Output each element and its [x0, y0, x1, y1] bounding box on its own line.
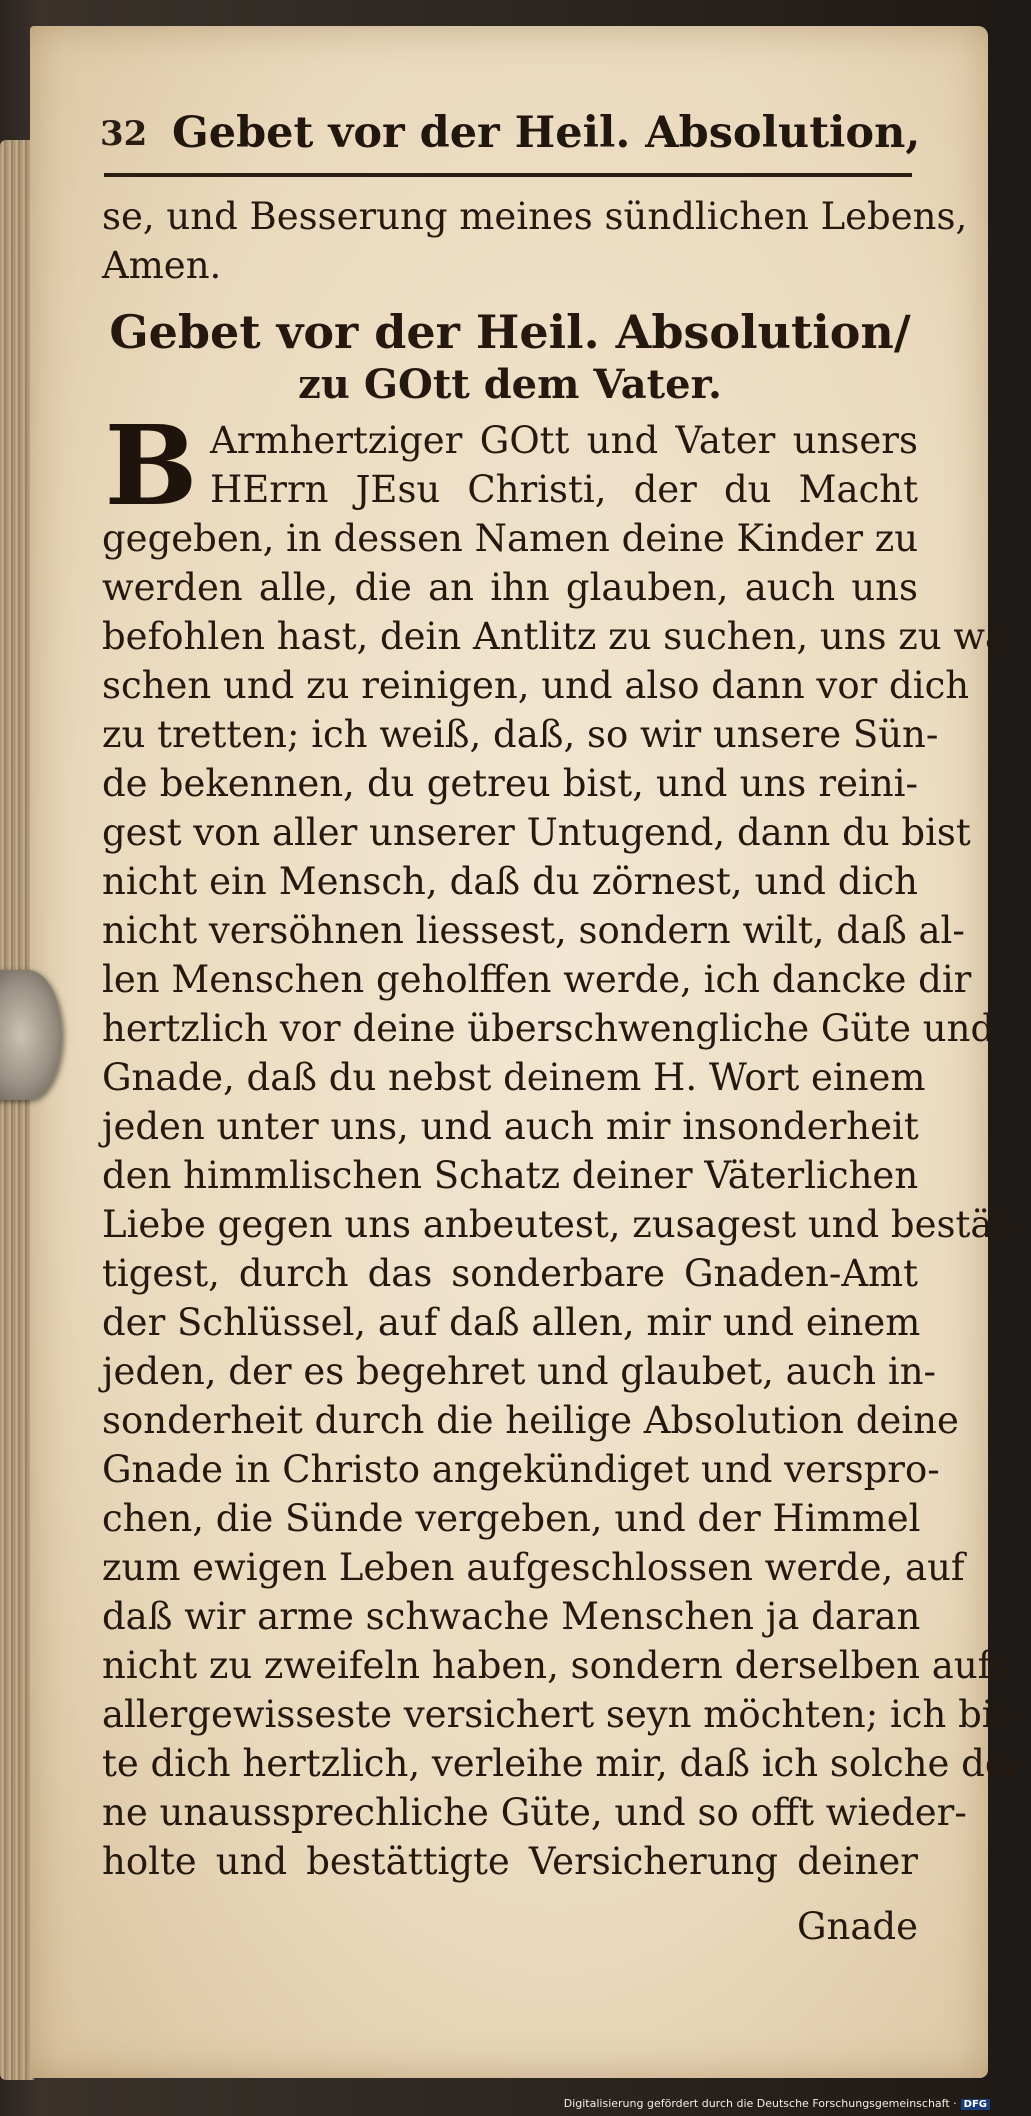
text-line: nicht ein Mensch, daß du zörnest, und dich — [102, 860, 918, 903]
text-line: holte und bestättigte Versicherung deiner — [102, 1840, 918, 1883]
text-line: zum ewigen Leben aufgeschlossen werde, auf — [102, 1546, 965, 1589]
page-stack-edge — [0, 140, 34, 2080]
opening-paragraph — [102, 401, 918, 530]
text-line: der Schlüssel, auf daß allen, mir und einem — [102, 1301, 921, 1344]
text-line: len Menschen geholffen werde, ich dancke dir — [102, 958, 972, 1001]
prayer-heading: Gebet vor der Heil. Absolution/ — [109, 305, 911, 359]
catchword: Gnade — [796, 1905, 918, 1948]
text-line: gest von aller unserer Untugend, dann du bist — [102, 811, 971, 854]
dfg-logo: DFG — [961, 2099, 990, 2110]
text-line: daß wir arme schwache Menschen ja daran — [102, 1595, 921, 1638]
text-line: Gnade, daß du nebst deinem H. Wort einem — [102, 1056, 926, 1099]
running-title: Gebet vor der Heil. Absolution, — [172, 108, 921, 158]
text-line: chen, die Sünde vergeben, und der Himmel — [102, 1497, 921, 1540]
text-line: HErrn JEsu Christi, der du Macht — [210, 468, 918, 511]
drop-cap-initial: B — [104, 401, 198, 530]
text-line: werden alle, die an ihn glauben, auch uns — [102, 566, 918, 609]
credit-text: Digitalisierung gefördert durch die Deutsche Forschungsgemeinschaft · — [563, 2097, 957, 2110]
text-line: befohlen hast, dein Antlitz zu suchen, uns zu wa- — [102, 615, 1020, 658]
text-line: den himmlischen Schatz deiner Väterlichen — [102, 1154, 919, 1197]
running-head — [100, 108, 921, 168]
text-line: nicht zu zweifeln haben, sondern derselben aufs — [102, 1644, 1011, 1687]
page-body — [102, 192, 1031, 1886]
text-line: jeden, der es begehret und glaubet, auch in- — [102, 1350, 937, 1393]
prayer-subheading: zu GOtt dem Vater. — [298, 361, 722, 408]
text-line: hertzlich vor deine überschwengliche Güte und — [102, 1007, 995, 1050]
text-line: tigest, durch das sonderbare Gnaden-Amt — [102, 1252, 918, 1295]
text-line: sonderheit durch die heilige Absolution deine — [102, 1399, 959, 1442]
text-line: de bekennen, du getreu bist, und uns reini- — [102, 762, 918, 805]
text-line: Amen. — [102, 244, 222, 287]
text-line: te dich hertzlich, verleihe mir, daß ich solche dei- — [102, 1742, 1031, 1785]
text-line: gegeben, in dessen Namen deine Kinder zu — [102, 517, 919, 560]
text-line: Liebe gegen uns anbeutest, zusagest und bestät- — [102, 1203, 1020, 1246]
header-rule — [104, 173, 912, 177]
text-line: se, und Besserung meines sündlichen Lebens, — [102, 195, 968, 238]
text-line: zu tretten; ich weiß, daß, so wir unsere Sün- — [102, 713, 939, 756]
text-line: ne unaussprechliche Güte, und so offt wieder- — [102, 1791, 967, 1834]
text-line: Armhertziger GOtt und Vater unsers — [210, 419, 918, 462]
text-line: allergewisseste versichert seyn möchten; ich bit- — [102, 1693, 1022, 1736]
text-line: nicht versöhnen liessest, sondern wilt, daß al- — [102, 909, 965, 952]
text-line: jeden unter uns, und auch mir insonderheit — [102, 1105, 919, 1148]
digitization-credit — [564, 2097, 990, 2110]
text-line: Gnade in Christo angekündiget und verspro- — [102, 1448, 940, 1491]
page-number: 32 — [100, 114, 148, 154]
text-line: schen und zu reinigen, und also dann vor dich — [102, 664, 970, 707]
